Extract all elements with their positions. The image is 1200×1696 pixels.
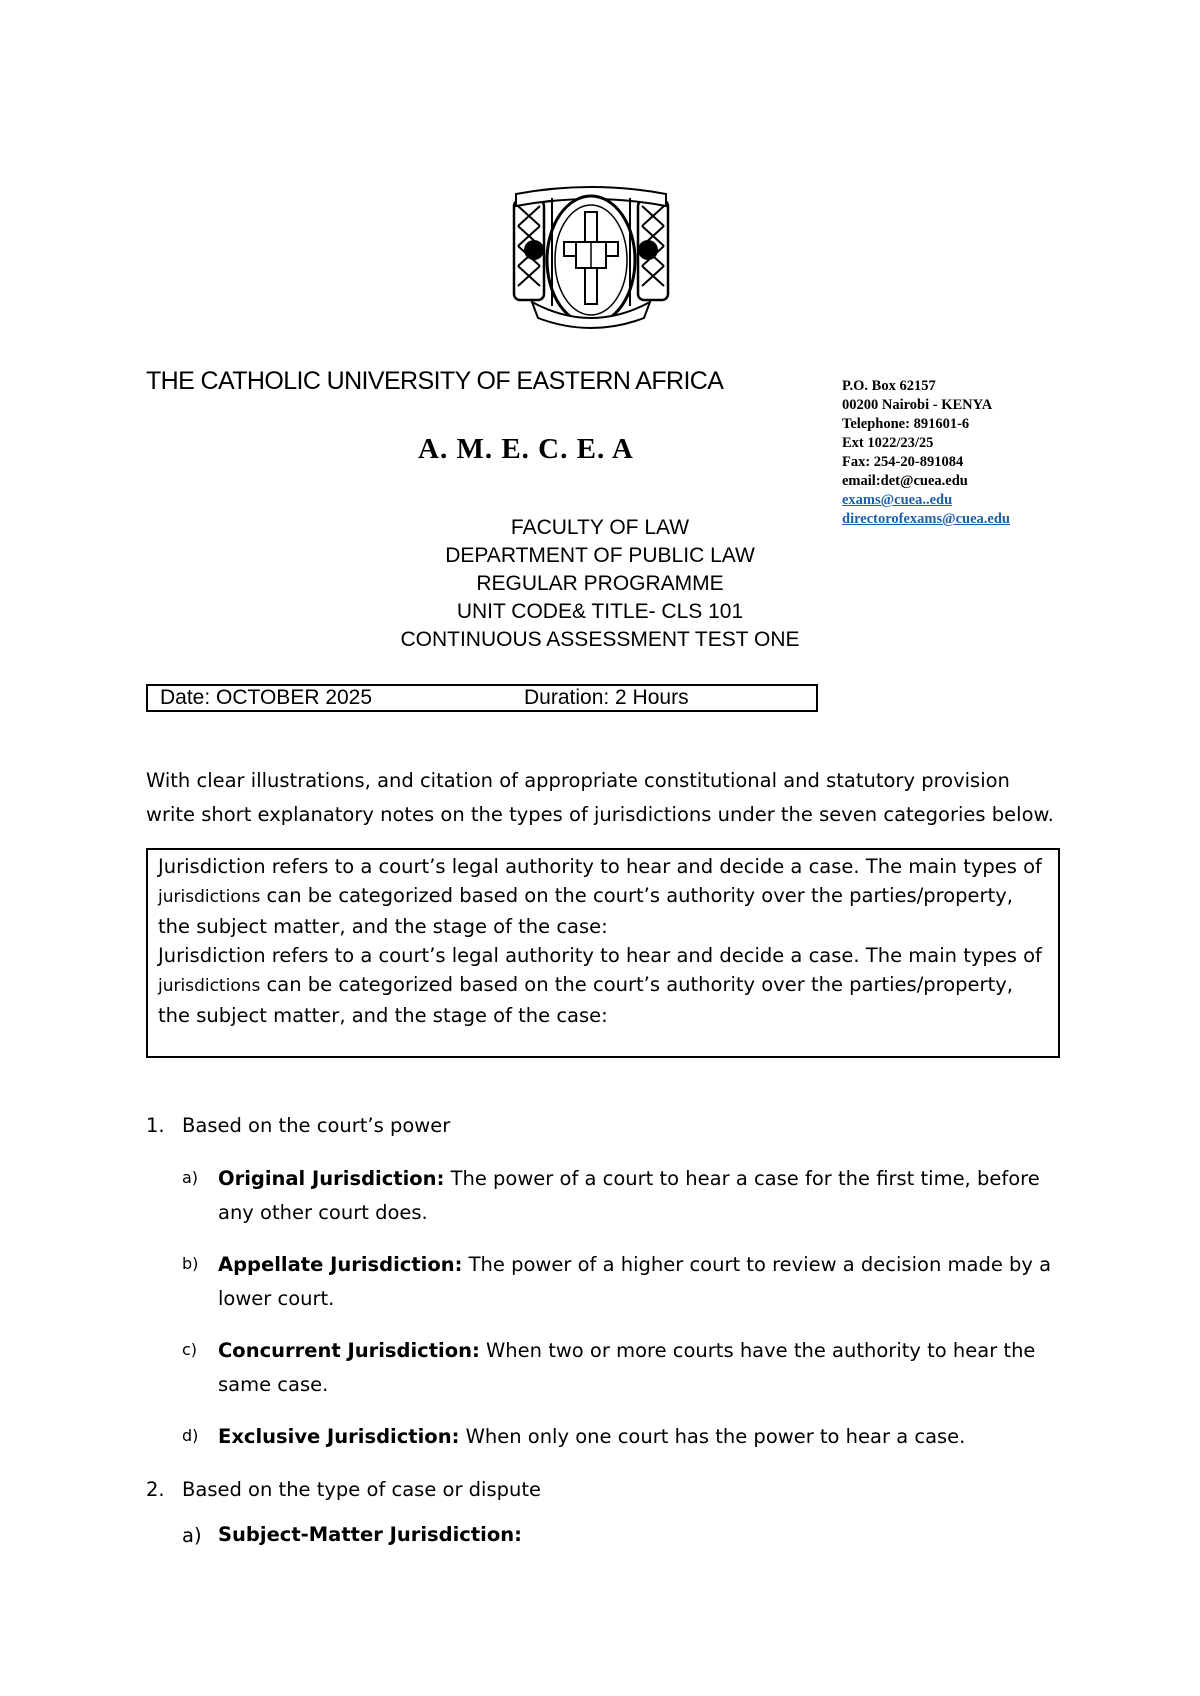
contact-city: 00200 Nairobi - KENYA: [842, 397, 993, 413]
definition-p1-line-1: Jurisdiction refers to a court’s legal authority to hear and decide a case. The main types of: [158, 855, 1042, 878]
exams-email-link[interactable]: exams@cuea..edu: [842, 492, 953, 508]
instructions-line-1: With clear illustrations, and citation of appropriate constitutional and statutory provision: [146, 769, 1010, 792]
instructions-line-2: write short explanatory notes on the types of jurisdictions under the seven categories below.: [146, 803, 1054, 826]
programme-heading: REGULAR PROGRAMME: [476, 572, 724, 595]
section-2-title: Based on the type of case or dispute: [182, 1478, 542, 1501]
item-1c-line-2: same case.: [218, 1373, 329, 1396]
definition-paragraph-2: [158, 941, 1048, 1030]
item-1b: [218, 1248, 1078, 1316]
instructions: [146, 764, 1076, 832]
contact-fax: Fax: 254-20-891084: [842, 454, 964, 470]
director-email-link[interactable]: directorofexams@cuea.edu: [842, 511, 1010, 527]
amecea-title: A. M. E. C. E. A: [418, 433, 634, 465]
exam-duration: Duration: 2 Hours: [524, 686, 689, 709]
definition-p2-line-1: Jurisdiction refers to a court’s legal authority to hear and decide a case. The main types of: [158, 944, 1042, 967]
university-name: THE CATHOLIC UNIVERSITY OF EASTERN AFRICA: [146, 367, 724, 395]
contact-telephone: Telephone: 891601-6: [842, 416, 970, 432]
item-2a-marker: a): [182, 1524, 202, 1547]
item-1a: [218, 1162, 1078, 1230]
unit-heading: UNIT CODE& TITLE- CLS 101: [456, 600, 744, 623]
exam-info-box: [146, 684, 818, 712]
definition-p2-line-3: the subject matter, and the stage of the case:: [158, 1004, 608, 1027]
faculty-heading: FACULTY OF LAW: [510, 516, 690, 539]
section-1-number: 1.: [146, 1114, 165, 1137]
item-2a: [218, 1518, 1078, 1552]
item-1c-line-1: When two or more courts have the authority to hear the: [479, 1339, 1036, 1362]
definition-p1-line-3: the subject matter, and the stage of the case:: [158, 915, 608, 938]
item-1a-term: Original Jurisdiction:: [218, 1167, 445, 1190]
item-1b-line-2: lower court.: [218, 1287, 335, 1310]
item-1c: [218, 1334, 1078, 1402]
contact-ext: Ext 1022/23/25: [842, 435, 934, 451]
definition-box: [146, 848, 1060, 1058]
contact-block: [842, 377, 1010, 529]
definition-p1-small: jurisdictions: [158, 887, 261, 907]
department-heading: DEPARTMENT OF PUBLIC LAW: [445, 544, 755, 567]
item-1a-marker: a): [182, 1168, 199, 1187]
item-1b-term: Appellate Jurisdiction:: [218, 1253, 463, 1276]
item-1a-line-1: The power of a court to hear a case for the first time, before: [444, 1167, 1040, 1190]
item-2a-term: Subject-Matter Jurisdiction:: [218, 1523, 522, 1546]
item-1b-marker: b): [182, 1254, 199, 1273]
test-heading: CONTINUOUS ASSESSMENT TEST ONE: [400, 628, 800, 651]
item-1b-line-1: The power of a higher court to review a decision made by a: [462, 1253, 1052, 1276]
contact-po-box: P.O. Box 62157: [842, 378, 936, 394]
university-crest-icon: [512, 186, 670, 332]
item-1d-marker: d): [182, 1426, 199, 1445]
item-1d-line-1: When only one court has the power to hear a case.: [459, 1425, 966, 1448]
item-1c-term: Concurrent Jurisdiction:: [218, 1339, 480, 1362]
item-1d-term: Exclusive Jurisdiction:: [218, 1425, 460, 1448]
definition-p1-line-2: [158, 881, 1048, 912]
item-1d: [218, 1420, 1078, 1454]
definition-p2-rest: can be categorized based on the court’s authority over the parties/property,: [260, 973, 1013, 996]
definition-p2-small: jurisdictions: [158, 976, 261, 996]
item-1a-line-2: any other court does.: [218, 1201, 428, 1224]
definition-p2-line-2: [158, 970, 1048, 1001]
definition-paragraph-1: [158, 852, 1048, 941]
section-1-title: Based on the court’s power: [182, 1114, 451, 1137]
section-2-number: 2.: [146, 1478, 165, 1501]
exam-date: Date: OCTOBER 2025: [160, 686, 373, 709]
definition-p1-rest: can be categorized based on the court’s authority over the parties/property,: [260, 884, 1013, 907]
item-1c-marker: c): [182, 1340, 198, 1359]
contact-email: email:det@cuea.edu: [842, 473, 968, 489]
